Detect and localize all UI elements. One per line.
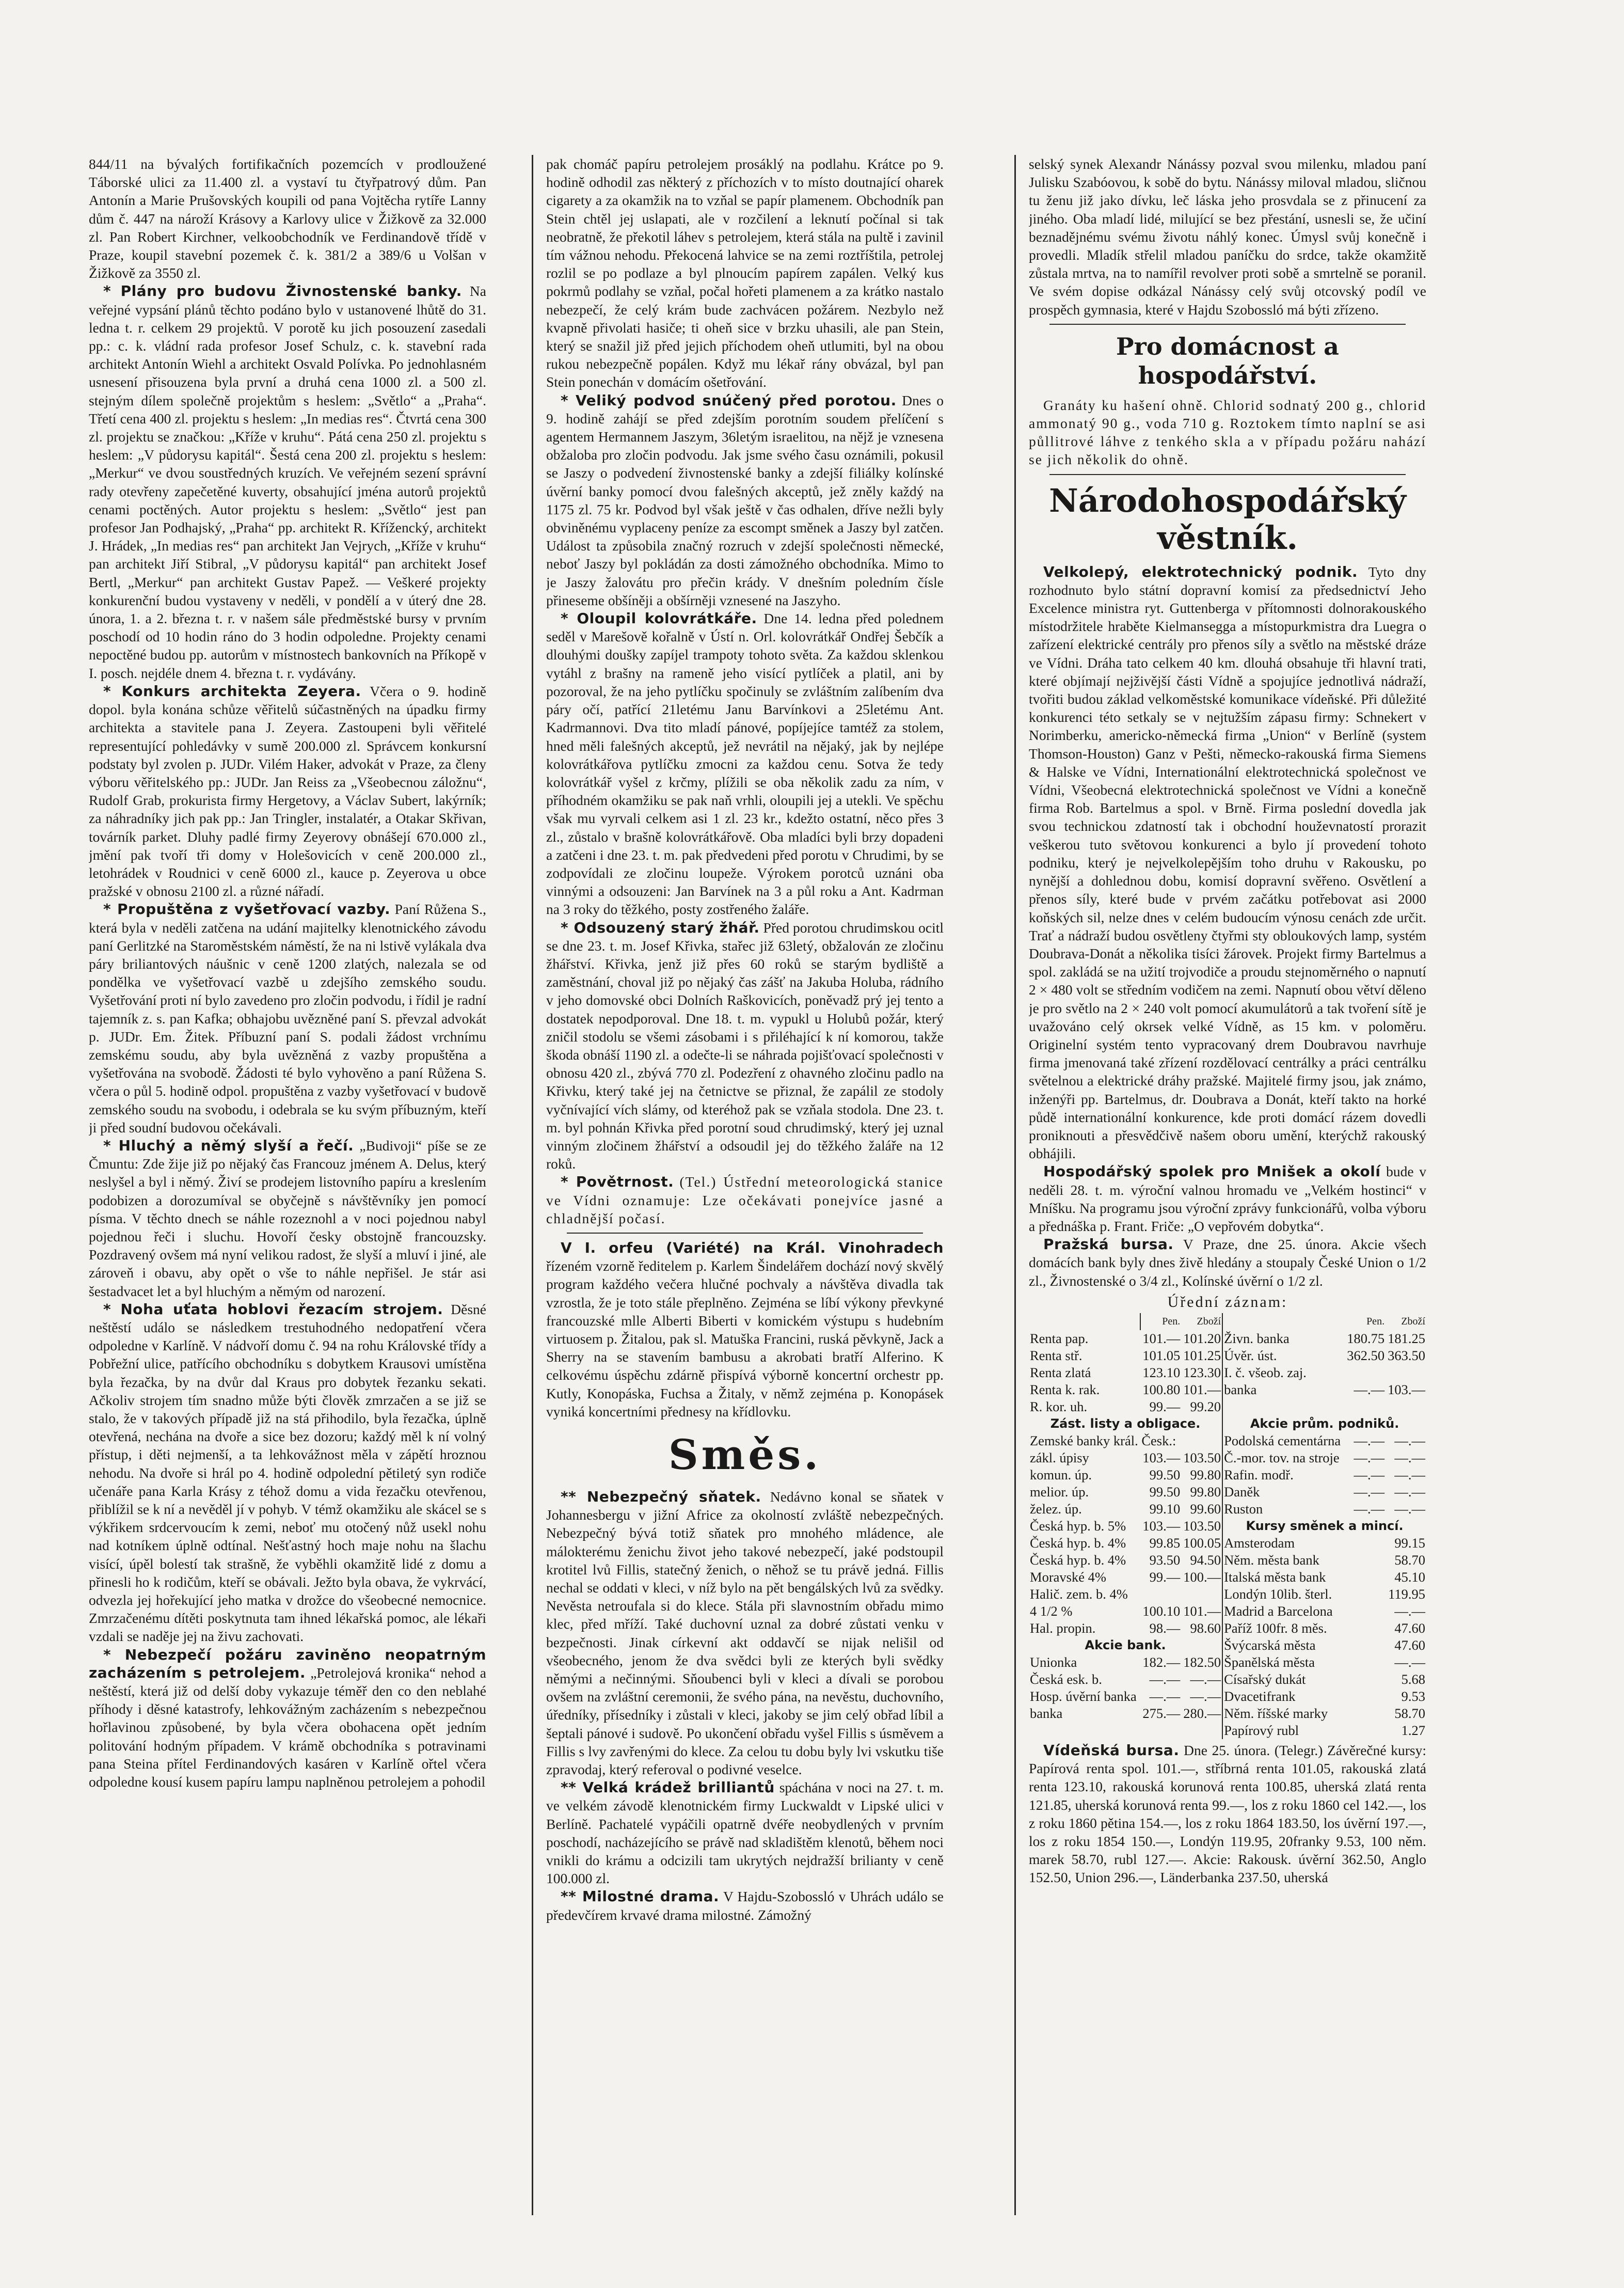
cell-pen: 103.— [1142,1449,1181,1465]
cell-pen: —.— [1149,1688,1181,1704]
article-headline: * Konkurs architekta Zeyera. [103,682,361,700]
article-body: Děsné neštěstí událo se následkem trestuhodného nedopatření včera odpoledne v Karlíně. V nádvoří domu č. 94 na rohu Královské třídy a Pobřežní ulice, patřícího obchodníku s dobytkem Krausovi umístěna byla řezačka, by na dvůr dal Kraus pro dobytek řezanku sekati. Ačkoliv strojem tím snadno může býti člověk zmrzačen a se již se stalo, že v takových případě již na stá přihodilo, byla řezačka, úplně otevřená, nechána na dvoře a sice bez dozoru; každý měl k ní volný přístup, i děti nejmenší, a ta lehkovážnost měla v zápětí hroznou nehodu. Na dvoře si hrál po 4. hodině odpolední pětiletý syn rodiče učenáře pana Karla Krásy z téhož domu a vida řezačku otevřenou, přiblížil se k ní a nevěděl jí v pohyb. V témž okamžiku ale skácel se s výkřikem srdcervoucím k zemi, neboť mu otočený nůž usekl nohu nad kotníkem úplně odtínal. Nešťastný hoch maje nohu na šlachu visící, úpěl bolestí tak strašně, že vyběhli okamžitě lidé z domu a přinesli ho k rodičům, kteří se obávali. Ježto byla obava, že vykrvácí, odvezla jej hořekující jeho matka v drožce do všeobecné nemocnice. Zmrzačenému dítěti poskytnuta tam ihned lékařská pomoc, ale lékaři vzdali se naděje jej na živu zachovati. [89,1301,486,1645]
cell-name: želez. úp. [1030,1501,1082,1517]
cell-zbozi: 100.05 [1181,1535,1222,1552]
article-body: V Hajdu-Szobossló v Uhrách událo se předevčírem krvavé drama milostné. Zámožný [546,1888,944,1923]
cell-pen: 99.10 [1149,1501,1181,1517]
cell-name: Něm. říšské marky [1224,1705,1328,1721]
article-body: Před porotou chrudimskou ocitl se dne 23. t. m. Josef Křivka, stařec již 63letý, obžalován ze zločinu žhářství. Křivka, jenž již přes 60 roků se starým bydliště a zaměstnání, choval již po nějaký čas zášť na Jakuba Holuba, rádního v jeho domovské obci Dolních Raškovicích, poněvadž prý jej tento a dostatek nepodporoval. Dne 18. t. m. vypukl u Holubů požár, který zničil stodolu se všemi zásobami i s přiléhající k ní komorou, takže škoda obnáší 1190 zl. a odečte-li se náhrada pojišťovací společnosti v obnosu 420 zl., zbývá 770 zl. Podezření z ohavného zločinu padlo na Křivku, který také jej na četnictve se přiznal, že zapálil ze stodoly vyčnívající vích slámy, od kteréhož pak se vzňala stodola. Dne 23. t. m. byl pohnán Křivka před porotní soud chrudimský, který jej uznal vinným zločinem žhářství a odsoudil jej do těžkého žaláře na 12 roků. [546,919,944,1172]
cell-name: Česká hyp. b. 4% [1030,1535,1126,1551]
article-body: V Praze, dne 25. února. Akcie všech domácích bank byly dnes živě hledány a stoupaly České Union o 1/2 zl., Živnostenské o 3/4 zl., Kolínské úvěrní o 1/2 zl. [1029,1236,1426,1289]
cell-value: —.— [1394,1603,1425,1619]
column-right [1029,155,1426,2215]
cell-pen: 98.— [1149,1620,1181,1636]
column-rule [1014,155,1016,2215]
cell-value: 58.70 [1394,1705,1425,1721]
cell-pen: 123.10 [1142,1364,1181,1380]
cell-zbozi: 99.80 [1181,1466,1222,1484]
column-rule [532,155,533,2215]
cell-pen: 362.50 [1347,1347,1385,1363]
article-headline: ** Milostné drama. [561,1888,720,1905]
section-divider [567,1233,923,1234]
cell-name: R. kor. uh. [1030,1398,1088,1414]
market-row [1029,1466,1426,1484]
cell-zbozi: 101.25 [1181,1347,1222,1364]
market-row [1029,1569,1426,1586]
section-title-domacnost: Pro domácnost a hospodářství. [1116,332,1339,389]
cell-zbozi: 101.— [1181,1381,1222,1398]
market-row [1029,1654,1426,1671]
article-body: Paní Růžena S., která byla v neděli zatčena na udání majitelky klenotnického závodu paní Gerlitzké na Staroměstském náměstí, že na ni lstivě vylákala dva páry briliantových náušnic v ceně 1200 zlatých, nalezala se od pondělka ve vyšetřovací vazbě u zdejšího zemského soudu. Vyšetřování proti ní bylo zavedeno pro zločin podvodu, i řídil je radní tajemník z. s. pan Kafka; obhajobu uvězněné paní S. převzal advokát p. JUDr. Em. Žitek. Příbuzní paní S. podali žádost vrchnímu zemskému soudu, aby byla uvězněná z vazby propuštěna a vyšetřována na svobodě. Žádosti té bylo vyhověno a paní Růžena S. včera o půl 5. hodině odpol. propuštěna z vazby vyšetřovací v budově zemského soudu na svobodu, i odebrala se ku svým příbuzným, kteří ji před soudní budovou očekávali. [89,901,486,1135]
cell-name: Císařský dukát [1224,1671,1306,1687]
article-body: „Petrolejová kronika“ nehod a neštěstí, která již od delší doby vykazuje téměř den co den neblahé příhody i děsné katastrofy, lehkovážným zacházením s nebezpečnou hořlavinou způsobené, by byla včera obohacena opět jedním politování hodným případem. V krámě obchodníka s potravinami pana Steina přítel Ferdinandových kasáren v Karlíně ořtel včera odpoledne kousí kusem papíru lampu naplněnou petrolejem a pohodil [89,1664,486,1790]
article-headline: * Plány pro budovu Živnostenské banky. [103,282,462,300]
market-row [1029,1449,1426,1466]
article-body: Dne 25. února. (Telegr.) Závěrečné kursy: Papírová renta spol. 101.—, stříbrná renta 101.05, rakouská zlatá renta 123.10, rakouská korunová renta 100.85, uherská zlatá renta 121.85, uherská korunová renta 99.—, los z roku 1860 cel 142.—, los z roku 1860 pětina 154.—, los z roku 1864 183.50, los úvěrní 197.—, los z roku 1854 150.—, Londýn 119.95, 20franky 9.53, 100 něm. marek 58.70, rubl 127.—. Akcie: Rakousk. úvěrní 362.50, Anglo 152.50, Union 296.—, Länderbanka 237.50, uherská [1029,1742,1426,1886]
cell-value: 99.15 [1394,1535,1425,1551]
column-middle [546,155,944,2215]
article-headline: * Odsouzený starý žhář. [561,919,760,936]
cell-zbozi: 99.80 [1181,1484,1222,1501]
article-paragraph: Granáty ku hašení ohně. Chlorid sodnatý 200 g., chlorid ammonatý 90 g., voda 710 g. Roztokem tímto naplní se asi půllitrové láhve z tenkého skla a v případu požáru nahází se jich několik do ohně. [1029,397,1426,468]
cell-value: 9.53 [1401,1688,1425,1704]
column-left [89,155,486,2215]
header-pen: Pen. [1366,1315,1385,1327]
cell-name: Unionka [1030,1654,1077,1670]
cell-name: Renta k. rak. [1030,1381,1100,1397]
market-row [1029,1535,1426,1552]
article-body: spáchána v noci na 27. t. m. ve velkém závodě klenotnickém firmy Luckwaldt v Lipské ulici v Berlíně. Pachatelé vypáčili opatrně dvéře neobydlených v prvním poschodí, nacházejícího se právě nad skladištěm klenotů, během noci vnikli do krámu a odcizili tam ukrytých nejdražší brilianty v ceně 100.000 zl. [546,1779,944,1887]
cell-name: Paříž 100fr. 8 měs. [1224,1620,1327,1636]
cell-name: Halič. zem. b. 4% [1029,1586,1222,1603]
cell-pen [1345,1364,1386,1381]
cell-name: Italská města bank [1224,1569,1326,1585]
market-row [1029,1484,1426,1501]
section-divider [1049,474,1406,475]
market-table [1029,1313,1426,1739]
article-paragraph: pak chomáč papíru petrolejem prosáklý na podlahu. Krátce po 9. hodině odhodil zas některý z příchozích v to místo doutnající oharek cigarety a za okamžik na to vzňal se papír plamenem. Obchodník pan Stein chtěl jej uslapati, ale v rozčilení a leknutí počínal si tak neobratně, že překotil láhev s petrolejem, která stála na pultě i zavinil tím vážnou nehodu. Překocená lahvice se na zemi roztříštila, petrolej rozlil se po podlaze a byl plnoucím papírem zapálen. Velký kus pokrmů podlahy se vzňal, počal hořeti plamenem a za krátko nastalo nebezpečí, že celý krám bude zachvácen požárem. Nezbylo než kvapně přivolati hasiče; ti oheň sice v brzku uhasili, ale pan Stein, který se snažil již před jejich příchodem oheň utlumiti, byl na obou rukou nebezpečně popálen. Když mu lékař rány obvázal, byl pan Stein ponechán v domácím ošetřování. [546,156,944,390]
cell-zbozi: 101.— [1181,1603,1222,1620]
cell-pen: —.— [1354,1466,1385,1482]
cell-pen: —.— [1149,1671,1181,1687]
article-headline: * Veliký podvod snúčený před porotou. [561,391,897,409]
subhead-zast: Zást. listy a obligace. [1029,1415,1222,1432]
article-paragraph: selský synek Alexandr Nánássy pozval svou milenku, mladou paní Julisku Szabóovou, k sobě do bytu. Nánássy miloval mladou, sličnou tu ženu již jako dívku, leč láska jeho prosvdala se z přinucení za jiného. Oba mladí lidé, milující se bez přestání, usnesli se, že učiní beznadějnému svému životu náhlý konec. Úmysl svůj konečně i provedli. Mladík střelil mladou paníčku do srdce, takže okamžitě zůstala mrtva, na to namířil revolver proti sobě a smrtelně se poranil. Ve svém dopise odkázal Nánássy celý svůj otcovský podíl ve prospěch gymnasia, které v Hajdu Szobossló má býti zřízeno. [1029,156,1426,318]
market-row [1029,1347,1426,1364]
cell-pen: 99.— [1149,1398,1181,1414]
cell-pen: 103.— [1142,1518,1181,1534]
cell-name: Španělská města [1224,1654,1315,1670]
cell-pen: —.— [1354,1381,1385,1397]
cell-value: 119.95 [1388,1586,1425,1602]
cell-pen: 93.50 [1149,1552,1181,1568]
cell-zbozi: 103.50 [1181,1449,1222,1466]
cell-zbozi: —.— [1181,1688,1222,1705]
market-table-header [1029,1313,1426,1330]
market-subhead-row [1029,1415,1426,1432]
cell-name: banka [1030,1705,1063,1721]
market-row [1029,1330,1426,1347]
article-body: řízeném vzorně ředitelem p. Karlem Šindelářem dochází nový skvělý program každého večera hlučné pochvaly a návštěva divadla tak vzrostla, že je toto stále přeplněno. Zejména se líbí výkony převkyné francouzské mlle Alberti Biberti v komickém výstupu s hudebním virtuosem p. Žitalou, pak sl. Matuška Francini, ruská pěvkyně, Jack a Sherry na se stavením bambusu a akrobati bratří Alferino. K celkovému úspěchu zdárně přispívá výborně koncertní orchestr pp. Kutly, Konopáska, Fuchsa a Žitaly, v němž zejména p. Konopásek vyniká koncertními přednesy na křídlovku. [546,1258,944,1419]
cell-name: Podolská cementárna [1224,1432,1341,1448]
cell-pen: 99.50 [1149,1484,1181,1500]
market-row [1029,1688,1426,1705]
subhead-kursy: Kursy směnek a mincí. [1246,1518,1404,1533]
section-divider [1049,324,1406,325]
subhead-akcie-prum: Akcie prům. podniků. [1250,1416,1399,1431]
cell-zbozi: 181.25 [1388,1330,1425,1346]
cell-pen: 100.10 [1142,1603,1181,1619]
cell-zbozi: —.— [1394,1484,1425,1500]
market-row [1029,1603,1426,1620]
cell-zbozi: —.— [1394,1449,1425,1465]
cell-zbozi: 123.30 [1181,1364,1222,1381]
article-headline: ** Nebezpečný sňatek. [561,1488,761,1506]
cell-pen: 101.— [1142,1330,1181,1346]
cell-name: Úvěr. úst. [1224,1347,1277,1363]
cell-name: Moravské 4% [1030,1569,1106,1585]
cell-name: Č.-mor. tov. na stroje [1224,1449,1340,1465]
article-headline: * Noha uťata hoblovi řezacím strojem. [103,1300,443,1318]
market-row [1029,1518,1426,1535]
cell-name: Česká hyp. b. 4% [1030,1552,1126,1568]
cell-zbozi: 103.50 [1181,1518,1222,1535]
cell-zbozi: 100.— [1181,1569,1222,1586]
article-headline: * Nebezpečí požáru zaviněno neopatrným zacházením s petrolejem. [89,1646,486,1681]
cell-name: Švýcarská města [1224,1637,1316,1653]
cell-zbozi: 99.60 [1181,1501,1222,1518]
article-headline: Velkolepý, elektrotechnický podnik. [1043,563,1358,580]
market-row [1029,1586,1426,1603]
cell-pen: 99.50 [1149,1466,1181,1482]
cell-name: Madrid a Barcelona [1224,1603,1333,1619]
article-body: Dne 14. ledna před polednem seděl v Marešově kořalně v Ústí n. Orl. kolovrátkář Ondřej Šebčík a dlouhými doušky zapíjel trampoty tohoto světa. Za každou sklenkou vytáhl z brašny na rameně jeho visící pytlíček a platil, ani by pozoroval, že na jeho pytlíčku spočinuly se zvláštním zalíbením dva páry očí, patřící 21letému Janu Barvínkovi a 25letému Ant. Kadrmannovi. Dva tito mladí pánové, popíjejíce tamtéž za stolem, hned měli falešných akceptů, jež nevrátil na nějaký, jak by nejlépe kolovrátkářova pytlíčku zmocni za každou cenu. Sotva že tedy kolovrátkář vyšel z krčmy, plížili se oba několik zadu za ním, v příhodném okamžiku se pak naň vrhli, oloupili jej a utekli. Ve spěchu však mu vyrvali celkem asi 1 zl. 23 kr., kdežto ostatní, něco přes 3 zl., zůstalo v brašně kolovrátkářově. Oba mladíci byli brzy dopadeni a zatčeni i dne 23. t. m. pak předvedeni před porotu v Chrudimi, by se zodpovídali ze zločinu loupeže. Výrokem porotců uznáni oba vinnými a odsouzeni: Jan Barvínek na 3 a půl roku a Ant. Kadrman na 3 roky do těžkého, posty zostřeného žaláře. [546,610,944,918]
header-zbozi: Zboží [1181,1313,1222,1330]
article-headline: * Hluchý a němý slyší a řečí. [103,1137,354,1154]
cell-pen: —.— [1354,1484,1385,1500]
market-table-title: Úřední záznam: [1167,1293,1288,1311]
header-pen: Pen. [1162,1315,1181,1327]
cell-zbozi: 94.50 [1181,1552,1222,1569]
cell-zbozi: —.— [1394,1432,1425,1448]
market-row [1029,1364,1426,1381]
cell-name: Rafin. modř. [1224,1466,1294,1482]
cell-pen: —.— [1354,1432,1385,1448]
cell-name: Renta stř. [1030,1347,1082,1363]
cell-value: 58.70 [1394,1552,1425,1568]
cell-name: Daněk [1224,1484,1260,1500]
cell-zbozi: 103.— [1388,1381,1425,1397]
cell-zbozi: 99.20 [1181,1398,1222,1415]
article-headline: Hospodářský spolek pro Mnišek a okolí [1043,1163,1381,1180]
cell-name: Amsterodam [1224,1535,1295,1551]
cell-zbozi: 98.60 [1181,1620,1222,1637]
cell-name: Renta pap. [1030,1330,1089,1346]
cell-pen: —.— [1354,1501,1385,1517]
cell-value: 45.10 [1394,1569,1425,1585]
cell-value: 47.60 [1394,1637,1425,1653]
cell-name: zákl. úpisy [1030,1449,1089,1465]
cell-zbozi: 101.20 [1181,1330,1222,1347]
market-row [1029,1552,1426,1569]
cell-pen: 101.05 [1142,1347,1181,1363]
article-headline: * Propuštěna z vyšetřovací vazby. [103,901,391,918]
cell-name: komun. úp. [1030,1466,1092,1482]
cell-name: Londýn 10lib. šterl. [1224,1586,1332,1602]
article-body: Dnes o 9. hodině zahájí se před zdejším porotním soudem přelíčení s agentem Hermannem Jaszym, 36letým israelitou, na nějž je vznesena obžaloba pro zločin podvodu. Jak jsme svého času oznámili, pokusil se Jaszy o podvedení živnostenské banky a zdejší filiálky kolínské úvěrní banky pomocí dvou falešných akceptů, jež zněly každý na 1175 zl. 75 kr. Podvod byl však ještě v čas odhalen, dříve nežli byly obviněnému vyplaceny peníze za escompt směnek a Jaszy byl zatčen. Událost ta způsobila značný rozruch v zdejší společnosti německé, neboť Jaszy byl pokládán za dosti zámožného obchodníka. Mimo to je Jaszy žalovátu pro přečin krády. V dnešním poledním čísle přineseme obšíněji a obšírněji vznesené na Jaszyho. [546,392,944,608]
cell-pen: 100.80 [1142,1381,1181,1397]
cell-zbozi: —.— [1394,1501,1425,1517]
market-row [1029,1620,1426,1637]
article-paragraph: 844/11 na bývalých fortifikačních pozemcích v prodloužené Táborské ulici za 11.400 zl. a vystaví tu čtyřpatrový dům. Pan Antonín a Marie Prušovských koupili od pana Vojtěcha rytíře Lanny dům č. 447 na nároží Krásovy a Karlovy ulice v Žižkově za 32.000 zl. Pan Robert Kirchner, velkoobchodník ve Ferdinandově třídě v Praze, koupil stavební pozemek č. k. 381/2 a 389/6 u Volšan v Žižkově za 3550 zl. [89,156,486,281]
market-row [1029,1398,1426,1415]
article-body: bude v neděli 28. t. m. výroční valnou hromadu ve „Velkém hostinci“ v Mníšku. Na programu jsou výroční zprávy funkcionářů, volba výboru a přednáška p. Frant. Friče: „O vepřovém dobytka“. [1029,1163,1426,1234]
cell-pen: 275.— [1142,1705,1181,1721]
cell-name: Dvacetifrank [1224,1688,1296,1704]
cell-pen: 180.75 [1347,1330,1385,1346]
article-body: „Budivoji“ píše se ze Čmuntu: Zde žije již po nějaký čas Francouz jménem A. Delus, který neslyšel a byl i němý. Živí se prodejem listovního papíru a kreslením podobizen a dorozumíval se obyčejně s návštěvníky jen pomocí písma. V těchto dnech se náhle rozeznohl a v noci pojednou nabyl pojednou řeči i sluchu. Hovoří česky obstojně francouzsky. Pozdravený ovšem má nyní velikou radost, že slyší a mluví i jiné, ale zároveň i obavu, aby opět o vše to náhle nepřišel. Je stár asi šestadvacet let a byl hluchým a němým od narození. [89,1137,486,1299]
article-body: (Tel.) Ústřední meteorologická stanice ve Vídni oznamuje: Lze očekávati ponejvíce jasné a chladnější počasí. [546,1174,944,1226]
cell-name: Hosp. úvěrní banka [1030,1688,1137,1704]
article-body: Na veřejné vypsání plánů těchto podáno bylo v ustanovené lhůtě do 31. ledna t. r. celkem 29 projektů. V porotě ku jich posouzení zasedali pp.: c. k. vládní rada profesor Josef Schulz, c. k. stavební rada architekt Antonín Wiehl a architekt Osvald Polívka. Po jednohlasném usnesení přisouzena byla první a druhá cena 1000 zl. a 500 zl. stejným dílem společně projektům s heslem: „Světlo“ a „Praha“. Třetí cena 400 zl. projektu s heslem: „In medias res“. Čtvrtá cena 300 zl. projektu se značkou: „Kříže v kruhu“. Pátá cena 250 zl. projektu s heslem: „V půdorysu kapitál“. Šestá cena 200 zl. projektu s heslem: „Merkur“ ve dvou soustředných kruzích. Ve veřejném sezení správní rady otevřeny zapečetěné kuverty, obsahující jména autorů projektů cenami poctěných. Autor projektu s heslem: „Světlo“ jest pan profesor Jan Podhajský, „Praha“ pp. architekt R. Křížencký, architekt J. Hrádek, „In medias res“ pan architekt Jan Vejrych, „Kříže v kruhu“ pan architekt Jiří Stibral, „V půdorysu kapitál“ pan architekt Josef Bertl, „Merkur“ pan architekt Gustav Papež. — Veškeré projekty konkurenční budou vystaveny v neděli, v pondělí a v úterý dne 28. února, 1. a 2. března t. r. v našem sále předměstské bursy v prvním poschodí od 10 hodin ráno do 3 hodin odpoledne. Projekty cenami nepoctěné budou pp. autorům v místnostech bankovních na Příkopě v I. posch. nejdéle dnem 4. března t. r. vydávány. [89,283,486,681]
cell-name: Ruston [1224,1501,1263,1517]
market-row [1029,1381,1426,1398]
cell-pen: 99.— [1149,1569,1181,1585]
cell-name: I. č. všeob. zaj. [1224,1364,1307,1380]
cell-name: 4 1/2 % [1030,1603,1073,1619]
cell-name: Něm. města bank [1224,1552,1319,1568]
article-body: Nedávno konal se sňatek v Johannesbergu v jižní Africe za okolností zvláště nebezpečných. Nebezpečný bývá totiž sňatek pro mnohého mládence, ale málokterému ženichu život jeho takové nebezpečí, jaké podstoupil krotitel lvů Fillis, statečný ženich, o něhož se tu právě jedná. Fillis nechal se oddati v kleci, v níž bylo na pět bengálských lvů za svědky. Nevěsta netroufala si do klece. Stála při slavnostním obřadu mimo klec, před mříží. Také duchovní uznal za dobré zůstati venku v bezpečnosti. Jinak církevní akt oddavčí se nijak nelišil od všeobecného, jenom že dva svědci byli ze kterých byli svědky němými a nečinnými. Sňoubenci byli v kleci a dívali se porobou ovšem na zvláštní ceremonii, že svého pána, na nevěstu, duchovního, úředníky, přísedníky i zůstali v kleci, jakoby se jim celý obřad líbil a šeptali pánové i sudově. Po ukončení obřadu vyšel Fillis s úsměvem a Fillis s lvy zavřenými do klece. Za celou tu dobu byly lvi vskutku tiše zpravodaj, který referoval o podivné veselce. [546,1489,944,1778]
cell-zbozi: 363.50 [1388,1347,1425,1363]
section-title-narodohospodarsky: Národohospodářský věstník. [1049,481,1406,557]
cell-zbozi: 280.— [1181,1705,1222,1722]
article-body: Tyto dny rozhodnuto bylo státní dopravní komisí za předsednictví Jeho Excelence ministra ryt. Guttenberga v přítomnosti dolnorakouského místodržitele hraběte Kielmansegga a místopurkmistra dra Luegra o zařízení elektrické centrály pro přenos síly a světlo na městské dráze ve Vídni. Dráha tato celkem 40 km. dlouhá obsahuje tři hlavní trati, které objímají nejživější části Vídně a spojujíce jednotlivá nádraží, tvořiti budou základ velkoměstské komunikace vídeňské. Při důležité konkurenci této setkaly se v nejtužším zápasu firmy: Schnekert v Norimberku, americko-německá firma „Union“ v Berlíně (system Thomson-Houston) Ganz v Pešti, německo-rakouská firma Siemens & Halske ve Vídni, Internationální elektrotechnická společnost ve Vídni, Všeobecná elektrotechnická společnost ve Vídni a konečně firma Rob. Bartelmus a spol. v Brně. Firma poslední dovedla jak svou technickou zdatností tak i obchodní houževnatostí prorazit veškerou tuto světovou konkurenci a bylo jí provedení tohoto podniku, který je nejvelkolepějším toho druhu v Rakousku, po nynější a dohlednou dobu, komisí dopravní svěřeno. Osvětlení a přenos síly, které bude v prvém začátku potřebovat asi 2000 koňských sil, nelze dnes v celém budoucím výnosu cenách zde určit. Trať a nádraží budou osvětleny čtyřmi sty obloukových lamp, systém Doubrava-Donát a několika tisíci žárovek. Projekt firmy Bartelmus a spol. zakládá se na užití trojvodiče a proudu stejnoměrného o napnutí 2 × 480 volt se středním vodičem na zemi. Napnutí obou větví děleno je pro světlo na 2 × 240 volt pomocí akumulátorů a tak tvoření sítě je uvažováno celý okrsek velké Vídně, as 15 km. v poloměru. Originelní systém tento vypracovaný drem Doubravou navrhuje firma jmenovaná také zřízení rozdělovací centrálky a práci centrálku světelnou a elektrické dráhy pražské. Majitelé firmy jsou, jak známo, inženýři pp. Bartelmus, dr. Doubrava a Donát, kteří takto na horké půdě internationální konkurence, kde proti domácí rázem dovedli proniknouti a přesvědčivě našem oboru umění, kterýchž rakouský obhájili. [1029,563,1426,1162]
market-row [1029,1501,1426,1518]
article-headline: Pražská bursa. [1043,1236,1174,1253]
cell-name: banka [1224,1381,1257,1397]
cell-name: melior. úp. [1030,1484,1089,1500]
cell-name: Zemské banky král. Česk.: [1029,1432,1222,1449]
cell-zbozi: —.— [1181,1671,1222,1688]
article-headline: * Povětrnost. [561,1173,674,1191]
cell-pen: 99.85 [1149,1535,1181,1551]
article-headline: V I. orfeu (Variété) na Král. Vinohradech [561,1239,944,1256]
market-row [1029,1722,1426,1739]
cell-value: —.— [1394,1654,1425,1670]
market-row [1029,1637,1426,1654]
article-headline: Vídeňská bursa. [1043,1741,1180,1759]
subhead-akcie-bank: Akcie bank. [1029,1637,1222,1654]
header-zbozi: Zboží [1401,1315,1425,1327]
cell-name: Živn. banka [1224,1330,1289,1346]
cell-pen: 182.— [1142,1654,1181,1670]
cell-value: 47.60 [1394,1620,1425,1636]
market-row [1029,1705,1426,1722]
article-headline: ** Velká krádež brilliantů [561,1779,775,1796]
cell-zbozi [1386,1364,1426,1381]
cell-name: Renta zlatá [1030,1364,1091,1380]
cell-value: 1.27 [1401,1722,1425,1738]
cell-zbozi: —.— [1394,1466,1425,1482]
cell-name: Česká hyp. b. 5% [1030,1518,1126,1534]
cell-pen: —.— [1354,1449,1385,1465]
cell-zbozi: 182.50 [1181,1654,1222,1671]
article-body: Včera o 9. hodině dopol. byla konána schůze věřitelů súčastněných na úpadku firmy architekta a stavitele pana J. Zeyera. Zastoupeni byli věřitelé representující pohledávky v sumě 200.000 zl. Správcem konkursní podstaty byl zvolen p. JUDr. Vilém Haker, advokát v Praze, za členy výboru věřitelského pp.: JUDr. Jan Reiss za „Všeobecnou záložnu“, Rudolf Grab, prokurista firmy Hergetovy, a Václav Subert, lakýrník; za náhradníky jich pak pp.: Jan Tringler, instalatér, a Otakar Skřivan, továrník parket. Dluhy padlé firmy Zeyerovy obnášejí 670.000 zl., jmění pak tvoří tři domy v Holešovicích v ceně 200.000 zl., letohrádek v Roudnici v ceně 6000 zl., kauce p. Zeyerova u obce pražské v obnosu 2100 zl. a různé nářadí. [89,683,486,900]
section-title-smes: Směs. [668,1430,822,1479]
cell-name: Papírový rubl [1224,1722,1299,1738]
market-row [1029,1432,1426,1449]
article-headline: * Oloupil kolovrátkáře. [561,610,757,627]
cell-name: Hal. propin. [1030,1620,1096,1636]
cell-name: Česká esk. b. [1030,1671,1102,1687]
market-row [1029,1671,1426,1688]
cell-value: 5.68 [1401,1671,1425,1687]
